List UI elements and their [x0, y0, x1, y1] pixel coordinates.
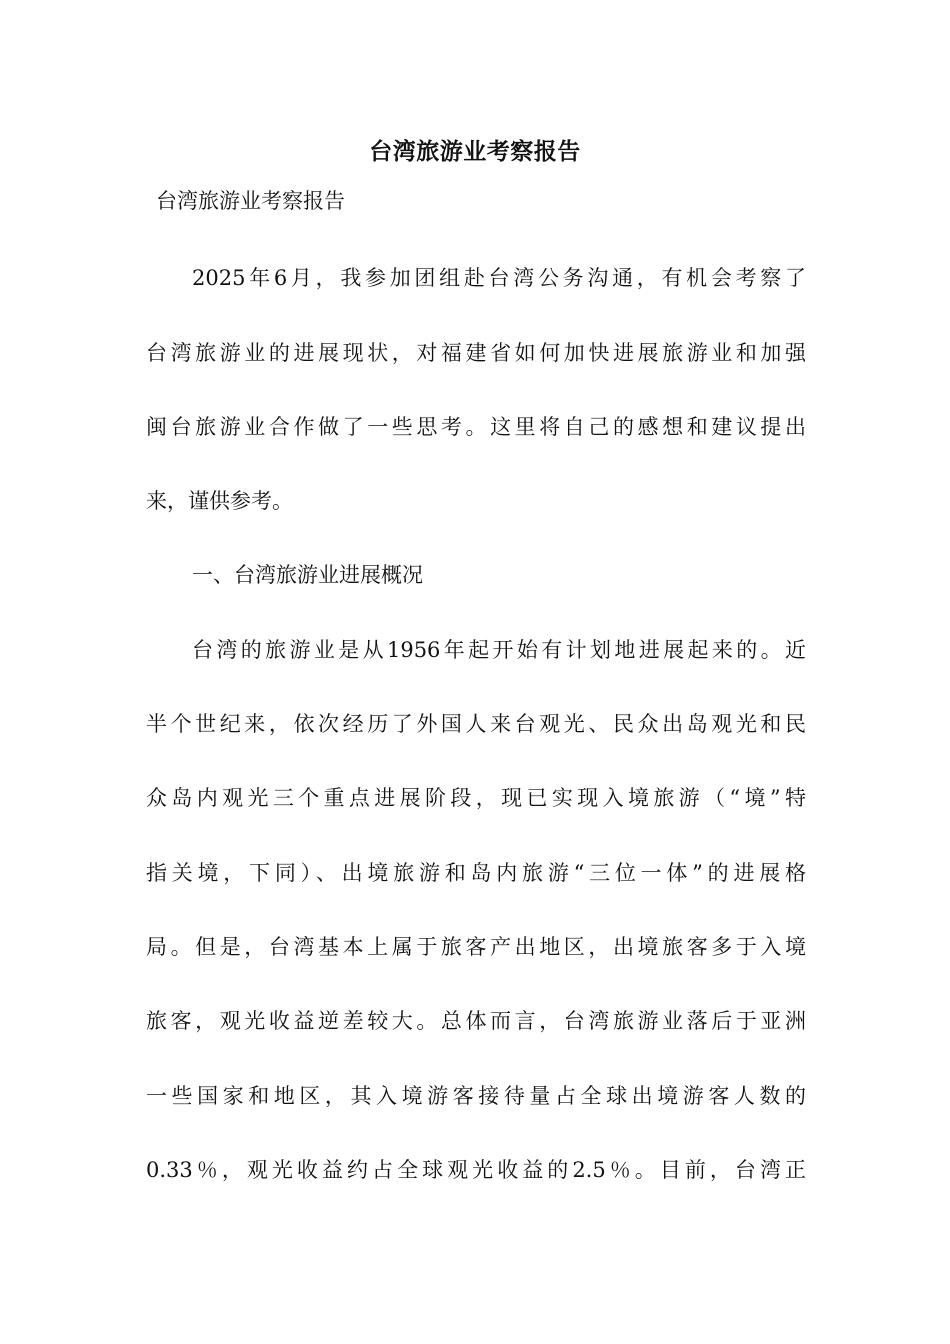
body-line-1: 台湾的旅游业是从1956年起开始有计划地进展起来的。近	[192, 638, 806, 662]
document-subtitle: 台湾旅游业考察报告	[156, 189, 345, 213]
body-line-8: 0.33％，观光收益约占全球观光收益的2.5％。目前，台湾正	[146, 1158, 806, 1182]
intro-line-4: 来，谨供参考。	[146, 489, 293, 513]
body-line-6: 旅客，观光收益逆差较大。总体而言，台湾旅游业落后于亚洲	[146, 1009, 806, 1033]
body-line-7: 一些国家和地区，其入境游客接待量占全球出境游客人数的	[146, 1084, 806, 1108]
document-title: 台湾旅游业考察报告	[369, 138, 581, 165]
body-line-4: 指关境，下同）、出境旅游和岛内旅游“三位一体”的进展格	[146, 861, 806, 885]
body-line-2: 半个世纪来，依次经历了外国人来台观光、民众出岛观光和民	[146, 712, 806, 736]
intro-line-1: 2025年6月，我参加团组赴台湾公务沟通，有机会考察了	[192, 266, 806, 290]
intro-line-3: 闽台旅游业合作做了一些思考。这里将自己的感想和建议提出	[146, 415, 806, 439]
body-line-5: 局。但是，台湾基本上属于旅客产出地区，出境旅客多于入境	[146, 935, 806, 959]
intro-line-2: 台湾旅游业的进展现状，对福建省如何加快进展旅游业和加强	[146, 341, 806, 365]
section-heading: 一、台湾旅游业进展概况	[192, 563, 423, 587]
body-line-3: 众岛内观光三个重点进展阶段，现已实现入境旅游（“境”特	[146, 786, 806, 810]
